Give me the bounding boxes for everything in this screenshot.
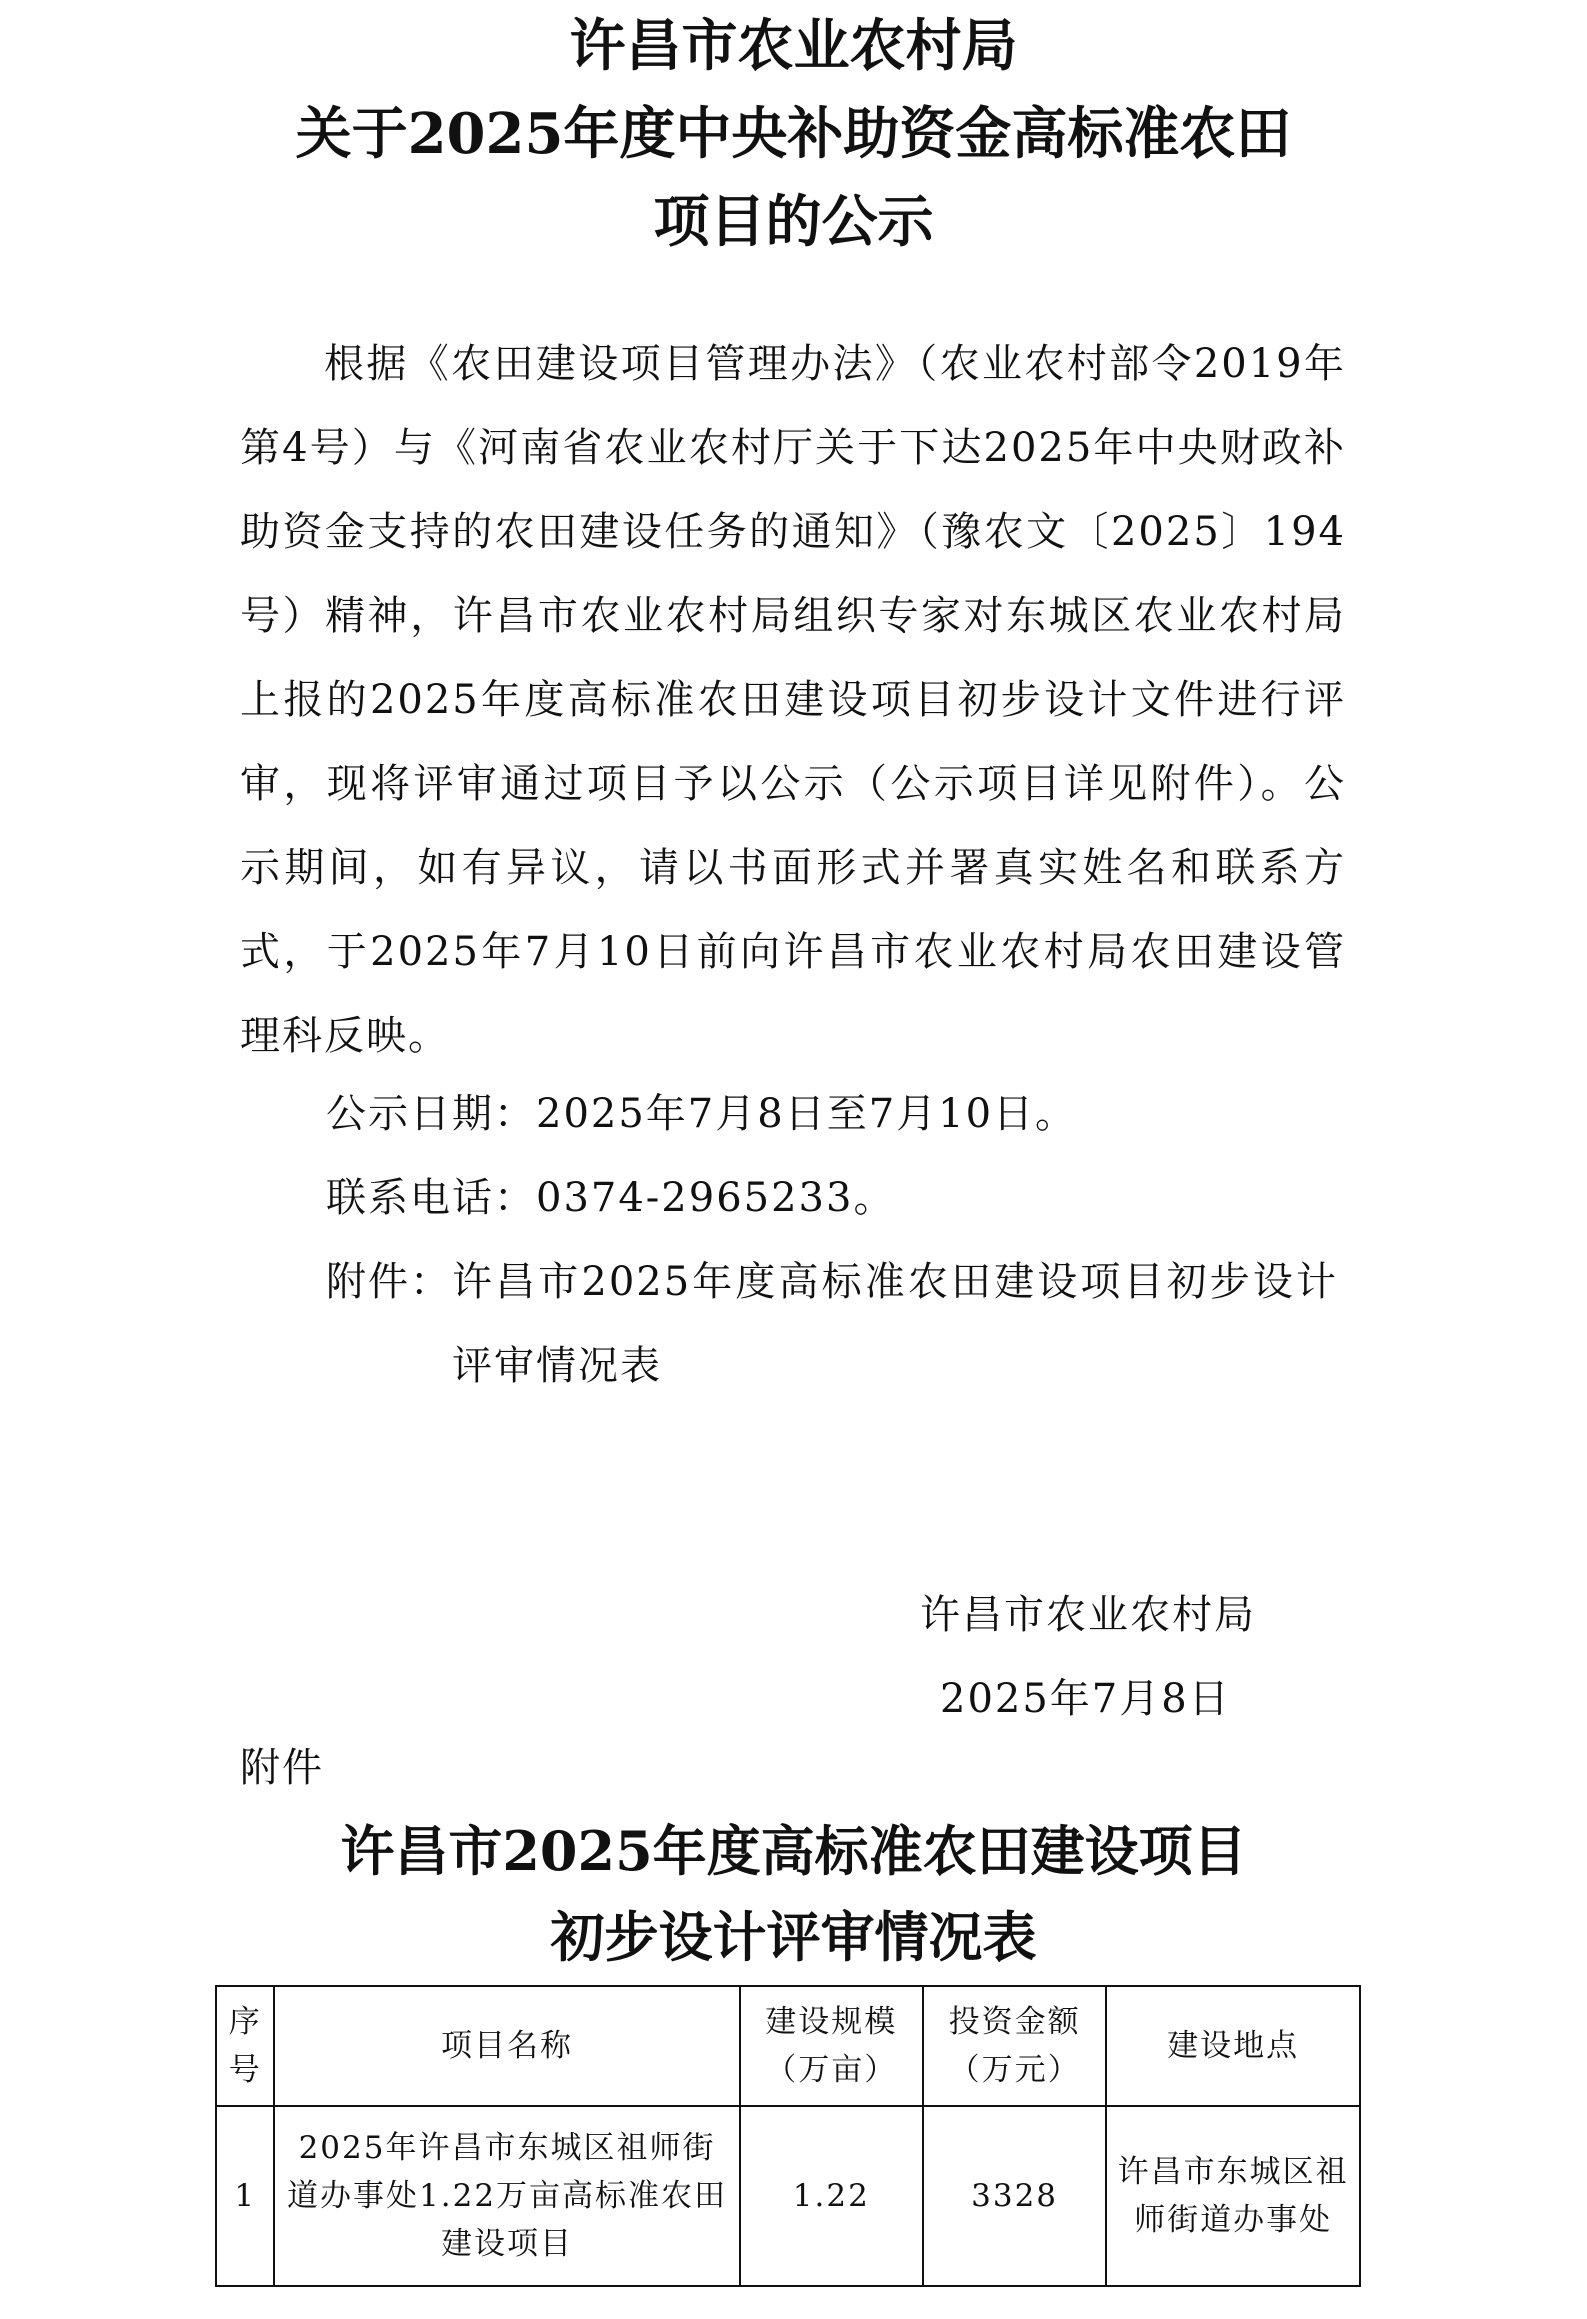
- header-project-name: 项目名称: [274, 1986, 739, 2106]
- notice-title-line-1: 许昌市农业农村局: [569, 13, 1018, 79]
- header-serial-number: 序号: [216, 1986, 274, 2106]
- header-investment-amount: 投资金额（万元）: [923, 1986, 1106, 2106]
- cell-project-name: 2025年许昌市东城区祖师街道办事处1.22万亩高标准农田建设项目: [274, 2106, 739, 2286]
- publicity-date: 公示日期：2025年7月8日至7月10日。: [326, 1091, 1078, 1137]
- table-title: [0, 1808, 1587, 1980]
- header-construction-scale: 建设规模（万亩）: [740, 1986, 923, 2106]
- table-row: [216, 2106, 1360, 2286]
- table-header-row: [216, 1986, 1360, 2106]
- cell-construction-location: 许昌市东城区祖师街道办事处: [1106, 2106, 1360, 2286]
- notice-title-line-2: 关于2025年度中央补助资金高标准农田: [295, 101, 1292, 167]
- notice-title-line-3: 项目的公示: [653, 189, 934, 255]
- signature-date: 2025年7月8日: [940, 1676, 1231, 1722]
- notice-body-paragraph: 根据《农田建设项目管理办法》（农业农村部令2019年第4号）与《河南省农业农村厅关于下达2025年中央财政补助资金支持的农田建设任务的通知》（豫农文〔2025〕194号）精神，许昌市农业农村局组织专家对东城区农业农村局上报的2025年度高标准农田建设项目初步设计文件进行评审，现将评审通过项目予以公示（公示项目详见附件）。公示期间，如有异议，请以书面形式并署真实姓名和联系方式，于2025年7月10日前向许昌市农业农村局农田建设管理科反映。: [240, 341, 1346, 1059]
- attachment-reference: [326, 1240, 1346, 1408]
- cell-serial-number: 1: [216, 2106, 274, 2286]
- contact-phone: 联系电话：0374-2965233。: [326, 1175, 896, 1221]
- attachment-reference-text: 许昌市2025年度高标准农田建设项目初步设计评审情况表: [452, 1259, 1338, 1389]
- cell-construction-scale: 1.22: [740, 2106, 923, 2286]
- cell-investment-amount: 3328: [923, 2106, 1106, 2286]
- signature-organization: 许昌市农业农村局: [920, 1592, 1256, 1638]
- attachment-heading: 附件: [240, 1745, 324, 1791]
- table-title-line-2: 初步设计评审情况表: [550, 1905, 1037, 1969]
- header-construction-location: 建设地点: [1106, 1986, 1360, 2106]
- notice-title: [0, 2, 1587, 266]
- review-table: [215, 1985, 1361, 2287]
- table-title-line-1: 许昌市2025年度高标准农田建设项目: [340, 1819, 1247, 1883]
- attachment-label: 附件：: [326, 1259, 452, 1305]
